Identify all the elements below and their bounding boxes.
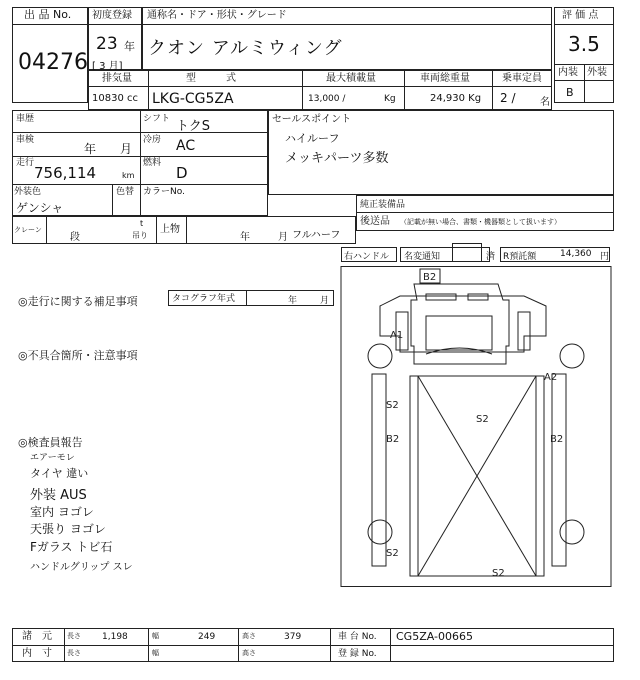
width-value: 249 [198,632,216,642]
name-change-stamp-box [452,243,482,262]
name-change-stamp: 済 [486,252,496,262]
crane-lift-label: 吊り [132,231,148,240]
inspector-line: 室内 ヨゴレ [30,505,94,519]
max-load-label: 最大積載量 [326,73,376,84]
inspection-month: 月 [120,142,133,156]
inspector-line: タイヤ 違い [30,467,89,480]
crane-label: クレーン [14,226,42,234]
max-load: 13,000 / [308,94,346,104]
registration-label: 登 録 No. [338,649,377,659]
exterior-color: ゲンシャ [16,201,64,215]
recycle-unit: 円 [600,252,610,262]
capacity-unit: 名 [540,97,550,108]
damage-mark: B2 [423,272,437,283]
vehicle-damage-diagram [340,266,612,588]
inspector-line: 外装 AUS [30,488,87,503]
first-registration-year: 23 [96,34,118,54]
crane-ton-label: t [140,219,144,228]
score-label: 評 価 点 [562,10,599,21]
interior-grade: B [566,86,574,99]
sales-point-label: セールスポイント [272,114,352,125]
ac-label: 冷房 [143,135,162,145]
inspector-line: ハンドルグリップ スレ [30,562,133,573]
damage-mark: S2 [476,414,489,425]
recycle-label: R預託額 [503,252,537,262]
inspection-year: 年 [84,142,97,156]
vehicle-name-label: 通称名・ドア・形状・グレード [147,10,287,21]
interior-grade-label: 内装 [558,67,578,78]
exterior-grade-label: 外装 [587,67,607,78]
upper-body-label: 上物 [160,224,180,235]
capacity-label: 乗車定員 [502,73,542,84]
inner-width-label: 幅 [152,649,159,657]
history-label: 車歴 [16,114,35,124]
inspector-line: エアーモレ [30,453,75,463]
defects-label: ◎不具合箇所・注意事項 [18,349,138,362]
upper-year: 年 [240,232,250,243]
equipment-label: 純正装備品 [360,200,406,210]
lot-number: 04276 [18,50,88,75]
vehicle-name: クオン アルミウィング [148,38,343,59]
upper-month: 月 [278,232,288,243]
name-change-label: 名変通知 [404,252,441,262]
gross-weight-label: 車両総重量 [420,73,470,84]
model-label: 型 式 [186,73,236,84]
travel-notes-label: ◎走行に関する補足事項 [18,295,138,308]
damage-mark: B2 [550,434,564,445]
aftermarket-label: 後送品 [360,216,390,227]
steering: 右ハンドル [344,252,390,262]
shift-value: トクS [176,119,210,134]
displacement: 10830 cc [92,93,138,104]
sales-point-1: ハイルーフ [285,132,340,145]
model: LKG-CG5ZA [152,91,234,107]
damage-mark: S2 [386,548,399,559]
lot-number-label: 出 品 No. [24,8,72,21]
height-value: 379 [284,632,302,642]
first-registration-label: 初度登録 [92,10,132,21]
inner-length-label: 長さ [67,649,81,657]
mileage-value: 756,114 [34,164,97,182]
shift-label: シフト [143,114,171,124]
height-label: 高さ [242,632,256,640]
fuel-value: D [176,164,188,182]
crane-stage-label: 段 [70,232,80,243]
aftermarket-note: （記載が無い場合、書類・機器類として扱います） [400,218,561,226]
gross-weight: 24,930 Kg [430,93,482,104]
mileage-label: 走行 [16,158,35,168]
tachograph-month: 月 [320,296,330,306]
score-value: 3.5 [568,32,600,56]
damage-mark: A1 [390,330,404,341]
length-label: 長さ [67,632,81,640]
inner-height-label: 高さ [242,649,256,657]
upper-body-value: フルハーフ [292,230,341,241]
damage-mark: S2 [492,568,505,579]
sales-point-2: メッキパーツ多数 [285,151,389,166]
width-label: 幅 [152,632,159,640]
inspector-line: Fガラス トビ石 [30,540,113,554]
damage-mark: A2 [544,372,558,383]
damage-mark: B2 [386,434,400,445]
inspection-label: 車検 [16,135,35,145]
first-registration-month: [ 3 月] [92,61,123,72]
dimensions-label: 諸 元 [22,631,52,642]
fuel-label: 燃料 [143,158,162,168]
color-code-label: カラーNo. [143,187,185,197]
length-value: 1,198 [102,632,128,642]
inspector-report-label: ◎検査員報告 [18,436,83,449]
chassis-label: 車 台 No. [338,632,377,642]
displacement-label: 排気量 [102,73,132,84]
mileage-unit: km [122,171,135,180]
year-unit: 年 [124,40,135,53]
recycle-value: 14,360 [560,249,592,259]
max-load-unit: Kg [384,94,396,104]
color-change-label: 色替 [116,187,135,197]
exterior-color-label: 外装色 [14,187,42,197]
ac-value: AC [176,138,196,154]
chassis-value: CG5ZA-00665 [396,630,473,643]
damage-mark: S2 [386,400,399,411]
inspector-line: 天張り ヨゴレ [30,522,106,536]
tachograph-year: 年 [288,296,298,306]
capacity: 2 / [500,91,516,105]
tachograph-label: タコグラフ年式 [172,294,236,304]
inner-dimensions-label: 内 寸 [22,648,52,659]
